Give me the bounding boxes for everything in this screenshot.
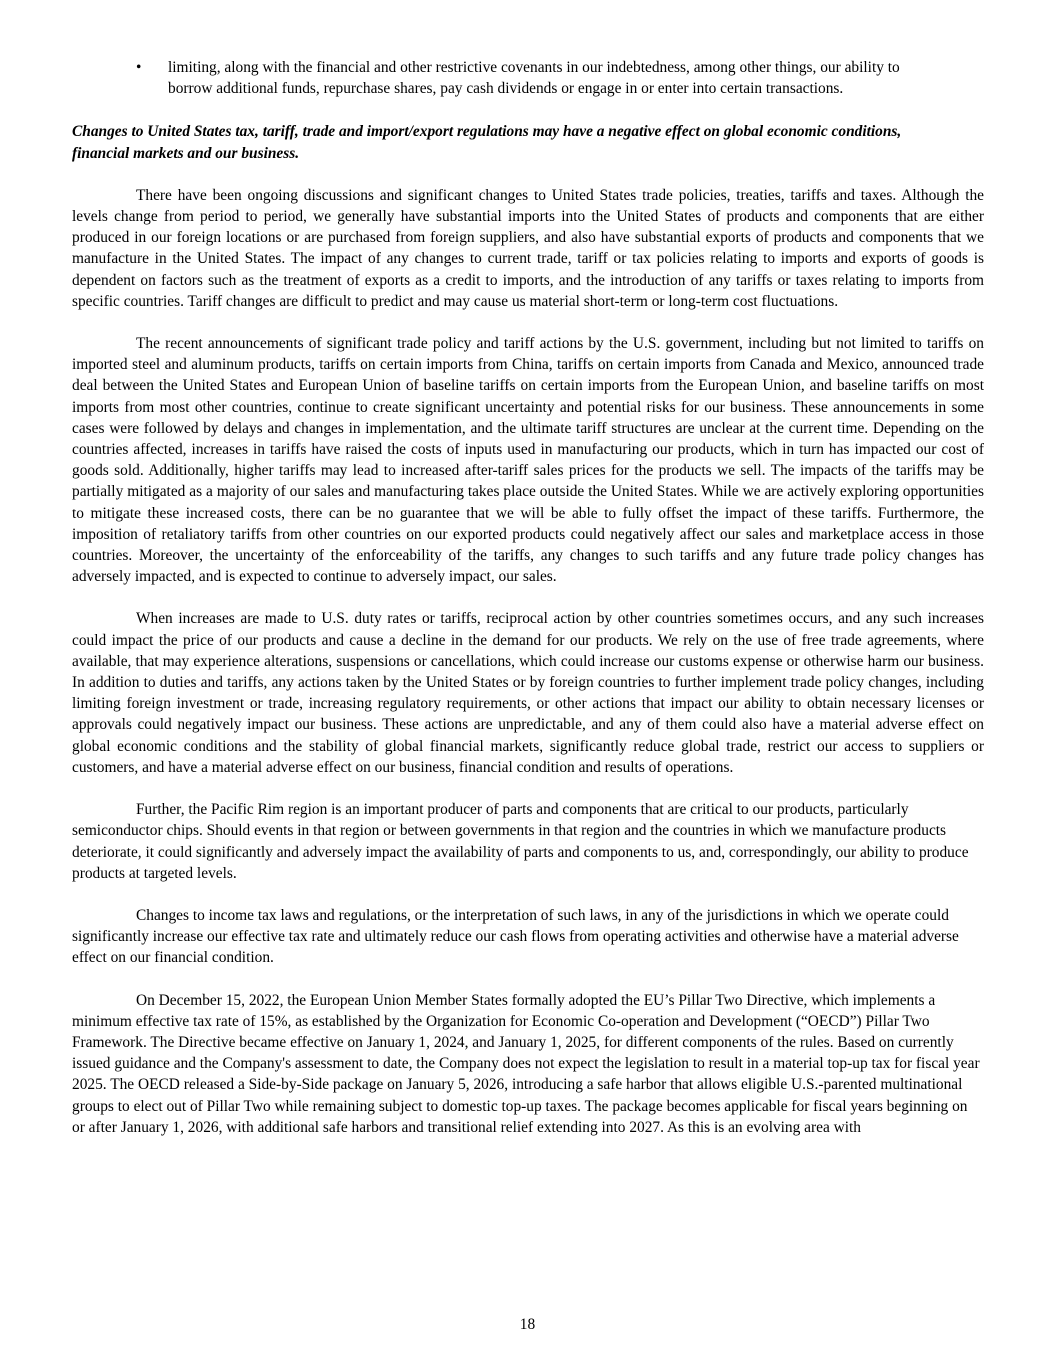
paragraph-trade-policies: There have been ongoing discussions and significant changes to United States trade policies, treaties, tariffs and taxes. Although the levels change from period to period, we generally have substantial imports into the United States of products and components that are either produced in our foreign locations or are purchased from foreign suppliers, and also have substantial exports of products and components that we manufacture in the United States. The impact of any changes to current trade, tariff or tax policies relating to imports and exports of goods is dependent on factors such as the treatment of exports as a credit to imports, and the introduction of any tariffs or taxes relating to imports from specific countries. Tariff changes are difficult to predict and may cause us material short-term or long-term cost fluctuations. — [72, 186, 984, 310]
page-number: 18 — [519, 1316, 536, 1333]
paragraph-income-tax: Changes to income tax laws and regulations, or the interpretation of such laws, in any of the jurisdictions in which we operate could significantly increase our effective tax rate and ultimately reduce our cash flows from operating activities and otherwise have a material adverse effect on our financial condition. — [72, 906, 959, 967]
bullet-text: limiting, along with the financial and other restrictive covenants in our indebtedness, among other things, our ability to borrow additional funds, repurchase shares, pay cash dividends or engage in or enter into certain transactions. — [168, 59, 900, 98]
paragraph-pillar-two: On December 15, 2022, the European Union Member States formally adopted the EU’s Pillar Two Directive, which implements a minimum effective tax rate of 15%, as established by the Organization for Economic Co-operation and Development (“OECD”) Pillar Two Framework. The Directive became effective on January 1, 2024, and January 1, 2025, for different components of the rules. Based on currently issued guidance and the Company's assessment to date, the Company does not expect the legislation to result in a material top-up tax for fiscal year 2025. The OECD released a Side-by-Side package on January 5, 2026, introducing a safe harbor that allows eligible U.S.-parented multinational groups to elect out of Pillar Two while remaining subject to domestic top-up taxes. The package becomes applicable for fiscal years beginning on or after January 1, 2026, with additional safe harbors and transitional relief extending into 2027. As this is an evolving area with — [72, 991, 980, 1136]
bullet-item — [72, 57, 948, 99]
paragraph-duty-increases: When increases are made to U.S. duty rates or tariffs, reciprocal action by other countries sometimes occurs, and any such increases could impact the price of our products and cause a decline in the demand for our products. We rely on the use of free trade agreements, where available, that may experience alterations, suspensions or cancellations, which could increase our customs expense or otherwise harm our business. In addition to duties and tariffs, any actions taken by the United States or by foreign countries to further implement trade policy changes, including limiting foreign investment or trade, increasing regulatory requirements, or other actions that impact our ability to obtain necessary licenses or approvals could negatively impact our business. These actions are unpredictable, and any of them could also have a material adverse effect on global economic conditions and the stability of global financial markets, significantly reduce global trade, restrict our access to suppliers or customers, and have a material adverse effect on our business, financial condition and results of operations. — [72, 610, 984, 776]
paragraph-tariff-announcements: The recent announcements of significant trade policy and tariff actions by the U.S. government, including but not limited to tariffs on imported steel and aluminum products, tariffs on certain imports from China, tariffs on certain imports from Canada and Mexico, announced trade deal between the United States and European Union of baseline tariffs on certain imports from the European Union, and baseline tariffs on most imports from most other countries, continue to create significant uncertainty and potential risks for our business. These announcements in some cases were followed by delays and changes in implementation, and the ultimate tariff structures are unclear at the current time. Depending on the countries affected, increases in tariffs have raised the costs of inputs used in manufacturing our products, which in turn has impacted our cost of goods sold. Additionally, higher tariffs may lead to increased after-tariff sales prices for the products we sell. The impacts of the tariffs may be partially mitigated as a majority of our sales and manufacturing takes place outside the United States. While we are actively exploring opportunities to mitigate these increased costs, there can be no guarantee that we will be able to fully offset the impact of these tariffs. Furthermore, the imposition of retaliatory tariffs from other countries on our exported products could negatively affect our sales and marketplace access in those countries. Moreover, the uncertainty of the enforceability of the tariffs, any changes to such tariffs and any future trade policy changes has adversely impacted, and is expected to continue to adversely impact, our sales. — [72, 335, 984, 586]
section-heading: Changes to United States tax, tariff, trade and import/export regulations may have a negative effect on global economic conditions, financial markets and our business. — [72, 123, 902, 162]
bullet-glyph: • — [136, 59, 142, 76]
document-page — [72, 57, 984, 1138]
paragraph-pacific-rim: Further, the Pacific Rim region is an important producer of parts and components that are critical to our products, particularly semiconductor chips. Should events in that region or between governments in that region and the countries in which we manufacture products deteriorate, it could significantly and adversely impact the availability of parts and components to us, and, correspondingly, our ability to produce products at targeted levels. — [72, 801, 969, 882]
